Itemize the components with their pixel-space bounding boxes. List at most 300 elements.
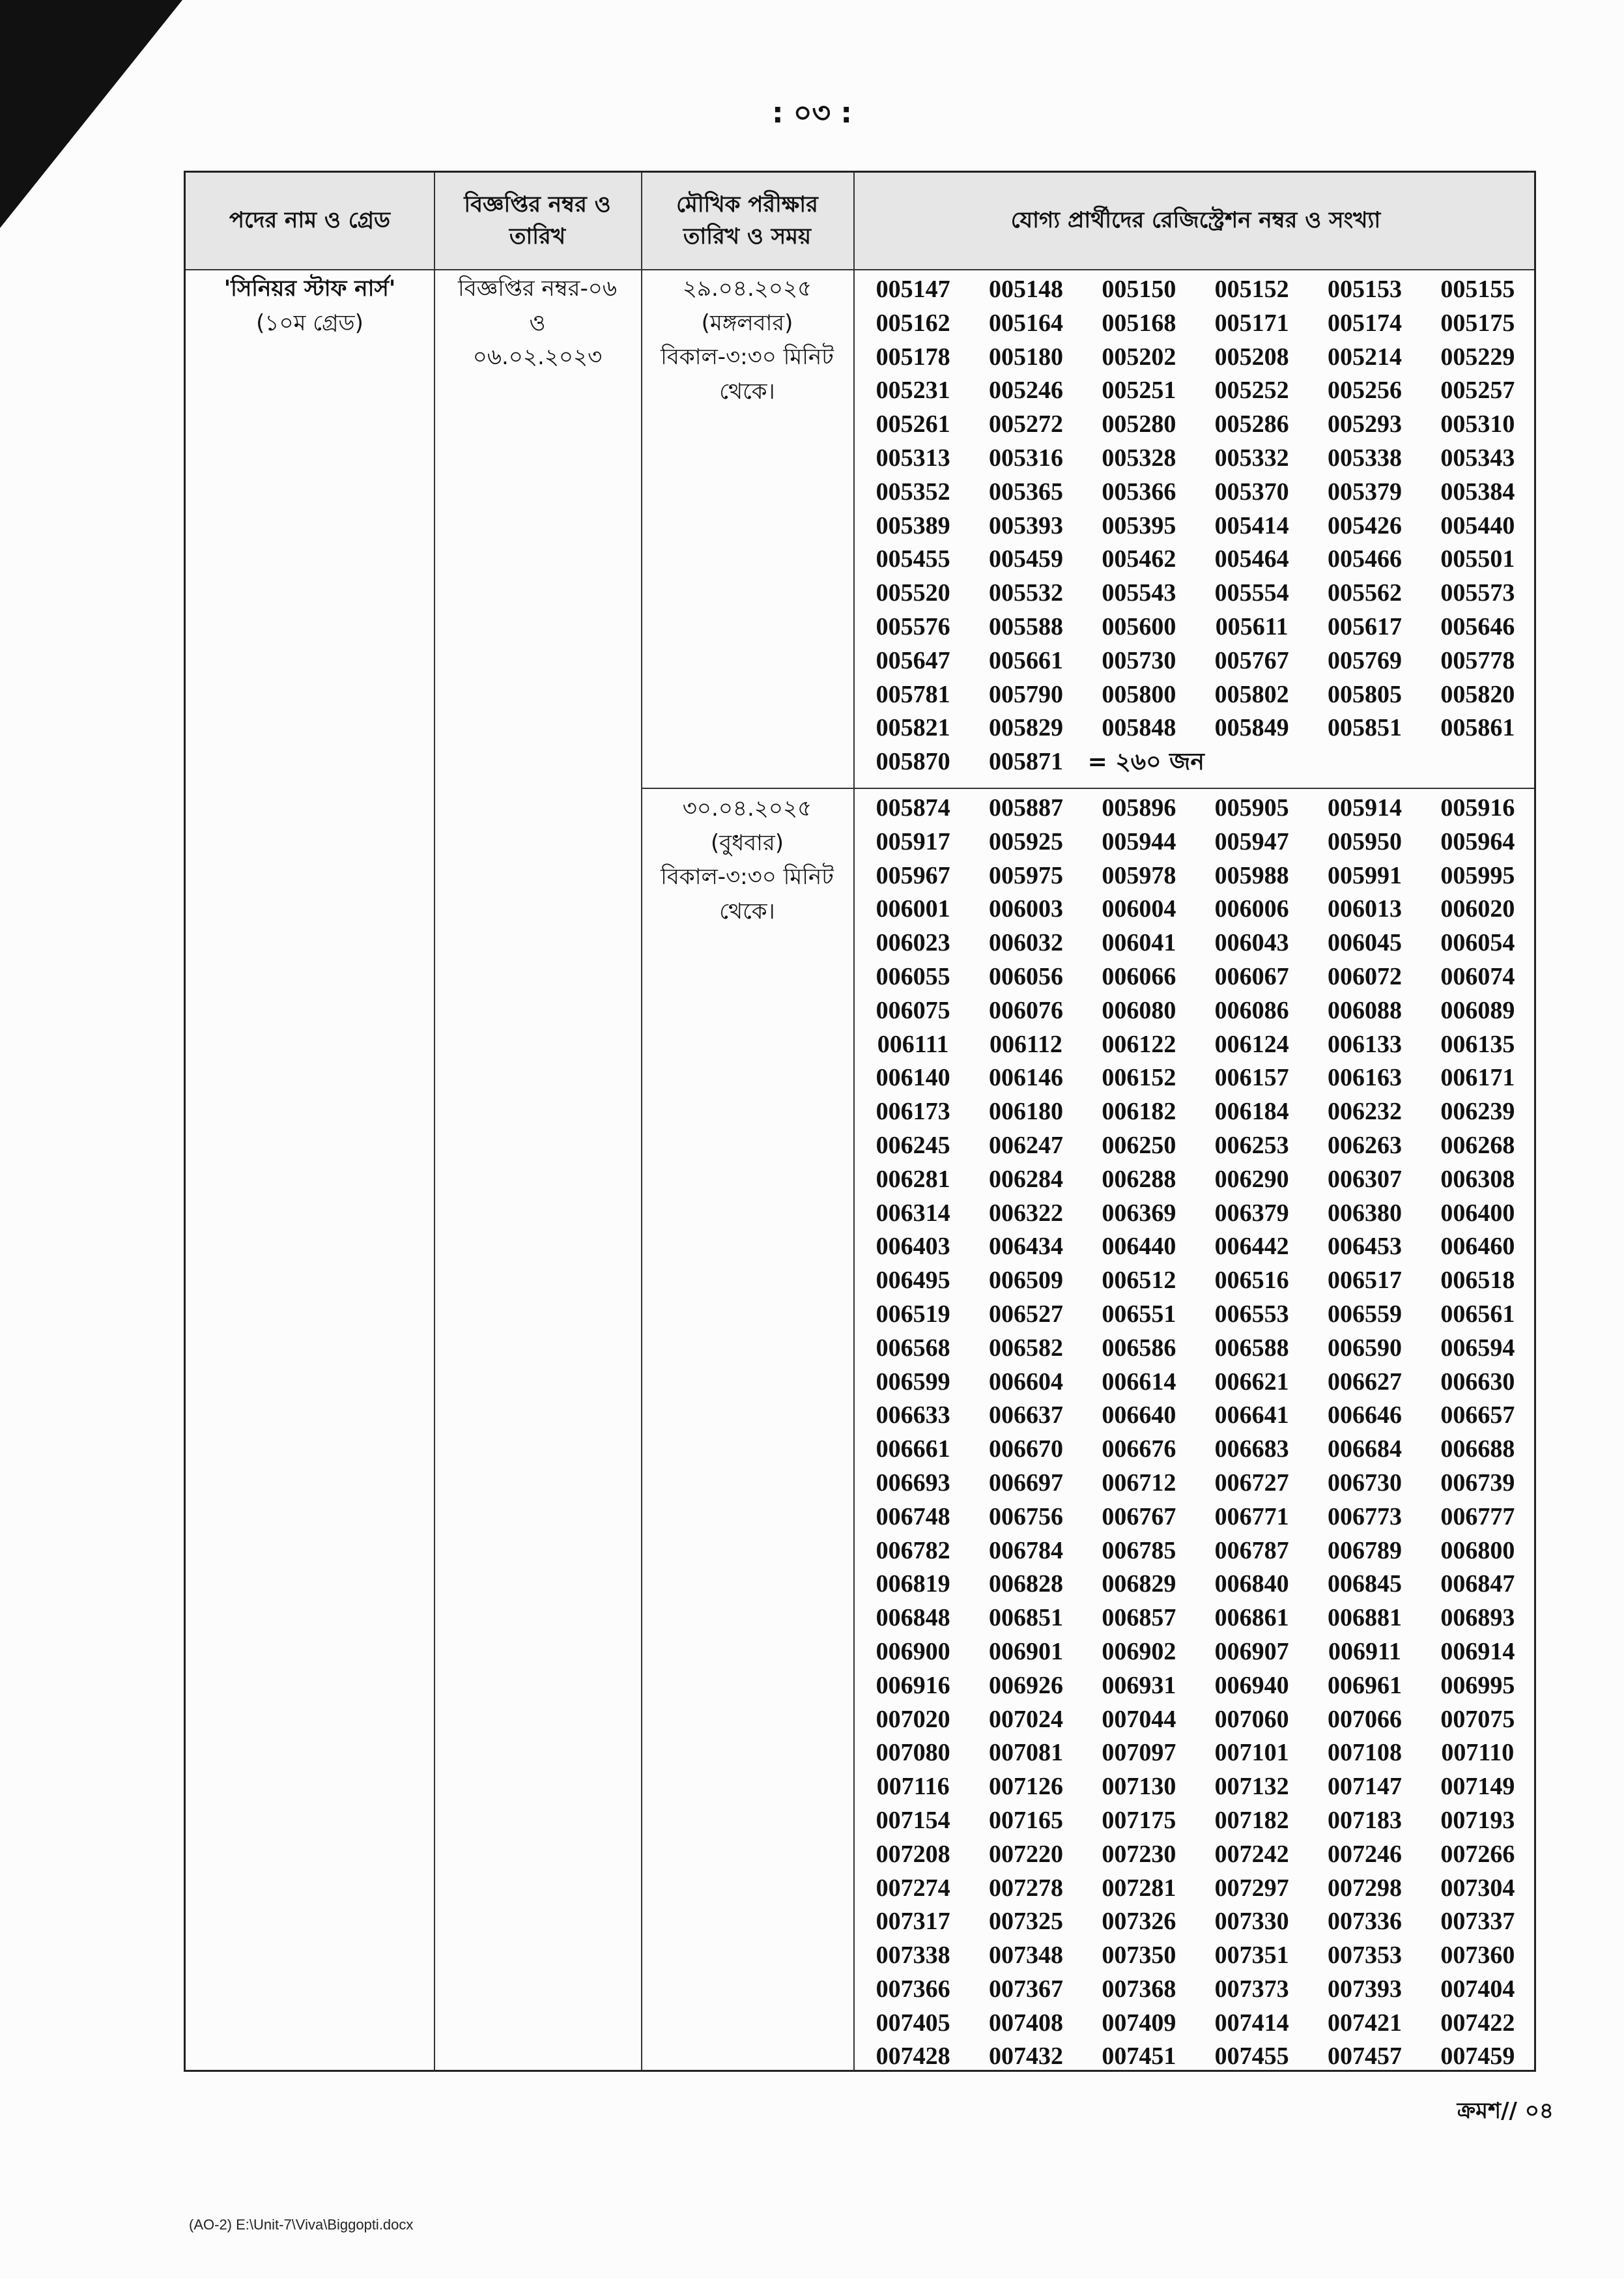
registration-number: 005532 <box>988 579 1063 607</box>
registration-number: 005180 <box>988 343 1063 371</box>
registration-number: 006403 <box>876 1233 950 1261</box>
registration-number: 005829 <box>988 714 1063 742</box>
registration-number: 006284 <box>988 1165 1063 1193</box>
registration-number: 005328 <box>1102 444 1176 472</box>
registration-number: 005175 <box>1440 309 1515 337</box>
registration-number: 006614 <box>1102 1368 1176 1396</box>
registration-number: 006281 <box>876 1165 950 1193</box>
registration-number: 005588 <box>988 612 1063 640</box>
registration-number: 006787 <box>1214 1536 1289 1564</box>
registration-number: 005459 <box>988 545 1063 573</box>
registration-number: 006561 <box>1440 1300 1515 1328</box>
registration-number: 006173 <box>876 1098 950 1126</box>
registration-number: 005229 <box>1440 343 1515 371</box>
header-notice: বিজ্ঞপ্তির নম্বর ও তারিখ <box>464 191 611 250</box>
registration-number: 006670 <box>988 1435 1063 1463</box>
registration-number: 005343 <box>1440 444 1515 472</box>
registration-number: 005231 <box>876 377 950 405</box>
registration-number: 005393 <box>988 511 1063 539</box>
registration-number: 006637 <box>988 1401 1063 1429</box>
registration-number: 006004 <box>1102 895 1176 923</box>
registration-number: 006911 <box>1328 1637 1401 1665</box>
registration-number: 006641 <box>1214 1401 1289 1429</box>
registration-number: 006748 <box>876 1502 950 1530</box>
registration-number: 005164 <box>988 309 1063 337</box>
candidate-table <box>184 171 1536 2072</box>
registration-number: 007326 <box>1102 1908 1176 1936</box>
registration-number: 006756 <box>988 1502 1063 1530</box>
registration-number: 005905 <box>1214 794 1289 822</box>
registration-number: 005370 <box>1214 478 1289 506</box>
registration-number: 005310 <box>1440 410 1515 438</box>
registration-number: 005462 <box>1102 545 1176 573</box>
registration-number: 007066 <box>1327 1705 1402 1733</box>
registration-number: 006239 <box>1440 1098 1515 1126</box>
column-divider <box>853 173 855 2070</box>
notice-conjunction: ও <box>529 309 546 336</box>
registration-number: 007409 <box>1102 2009 1176 2037</box>
registration-number: 005520 <box>876 579 950 607</box>
registration-number: 005730 <box>1102 646 1176 674</box>
registration-number: 006263 <box>1327 1131 1402 1159</box>
registration-number: 006379 <box>1214 1199 1289 1227</box>
registration-number: 007405 <box>876 2009 950 2037</box>
registration-number: 005861 <box>1440 714 1515 742</box>
registration-number: 006582 <box>988 1334 1063 1362</box>
registration-number: 005914 <box>1327 794 1402 822</box>
registration-number: 006307 <box>1327 1165 1402 1193</box>
registration-number: 006881 <box>1327 1604 1402 1632</box>
column-divider <box>434 173 435 2070</box>
registration-number: 006784 <box>988 1536 1063 1564</box>
registration-number: 006045 <box>1327 929 1402 957</box>
registration-number: 007101 <box>1214 1739 1289 1767</box>
registration-number: 006054 <box>1440 929 1515 957</box>
registration-number: 007366 <box>876 1975 950 2003</box>
registration-number: 006684 <box>1327 1435 1402 1463</box>
registration-number: 007325 <box>988 1908 1063 1936</box>
registration-number: 006253 <box>1214 1131 1289 1159</box>
registration-number: 005967 <box>876 861 950 889</box>
registration-number: 007110 <box>1441 1739 1515 1767</box>
registration-number: 006122 <box>1102 1030 1176 1058</box>
registration-number: 007193 <box>1440 1806 1515 1834</box>
registration-number: 006819 <box>876 1570 950 1598</box>
registration-number: 005870 <box>876 748 950 776</box>
notice-date: ০৬.০২.২০২৩ <box>472 344 603 371</box>
registration-number: 005395 <box>1102 511 1176 539</box>
registration-number: 005256 <box>1327 377 1402 405</box>
continue-note: ক্রমশ// ০৪ <box>1457 2098 1554 2124</box>
header-candidates: যোগ্য প্রার্থীদের রেজিস্ট্রেশন নম্বর ও সংখ্যা <box>1010 207 1381 234</box>
registration-number: 006916 <box>876 1671 950 1699</box>
registration-number: 006157 <box>1214 1064 1289 1092</box>
notice-cell <box>434 272 641 375</box>
registration-number: 007317 <box>876 1908 950 1936</box>
registration-number: 007116 <box>876 1773 950 1801</box>
registration-number: 006586 <box>1102 1334 1176 1362</box>
registration-number: 006135 <box>1440 1030 1515 1058</box>
registration-number: 006767 <box>1102 1502 1176 1530</box>
header-viva: মৌখিক পরীক্ষার তারিখ ও সময় <box>676 191 818 250</box>
viva-cell-2 <box>641 792 853 929</box>
registration-number: 006907 <box>1214 1637 1289 1665</box>
registration-number: 005896 <box>1102 794 1176 822</box>
registration-number: 006646 <box>1327 1401 1402 1429</box>
registration-number: 005365 <box>988 478 1063 506</box>
registration-number: 007274 <box>876 1874 950 1902</box>
registration-number: 007281 <box>1102 1874 1176 1902</box>
registration-number: 005501 <box>1440 545 1515 573</box>
registration-number: 005820 <box>1440 680 1515 708</box>
registration-number: 006553 <box>1214 1300 1289 1328</box>
registration-number: 007183 <box>1327 1806 1402 1834</box>
registration-number: 005562 <box>1327 579 1402 607</box>
registration-number: 005440 <box>1440 511 1515 539</box>
registration-number: 006712 <box>1102 1469 1176 1497</box>
registration-number: 005925 <box>988 827 1063 855</box>
registration-number: 005171 <box>1214 309 1289 337</box>
registration-number: 006076 <box>988 996 1063 1024</box>
registration-number: 006314 <box>876 1199 950 1227</box>
registration-number: 006041 <box>1102 929 1176 957</box>
registration-number: 006931 <box>1102 1671 1176 1699</box>
registration-number: 005790 <box>988 680 1063 708</box>
registration-number: 006268 <box>1440 1131 1515 1159</box>
registration-number: 007182 <box>1214 1806 1289 1834</box>
registration-number: 005257 <box>1440 377 1515 405</box>
registration-number: 005947 <box>1214 827 1289 855</box>
post-grade: (১০ম গ্রেড) <box>256 309 363 336</box>
registration-number: 005988 <box>1214 861 1289 889</box>
registration-number: 006509 <box>988 1267 1063 1295</box>
registration-number: 006847 <box>1440 1570 1515 1598</box>
registration-number: 005778 <box>1440 646 1515 674</box>
registration-number: 006400 <box>1440 1199 1515 1227</box>
candidate-total: = ২৬০ জন <box>1087 749 1204 776</box>
registration-number: 007230 <box>1102 1840 1176 1868</box>
registration-number: 007457 <box>1327 2042 1402 2071</box>
registration-number: 007367 <box>988 1975 1063 2003</box>
registration-number: 007451 <box>1102 2042 1176 2071</box>
registration-number: 005617 <box>1327 612 1402 640</box>
viva-time: বিকাল-৩:৩০ মিনিট <box>661 864 834 891</box>
registration-number: 005554 <box>1214 579 1289 607</box>
registration-number: 005916 <box>1440 794 1515 822</box>
registration-number: 006730 <box>1327 1469 1402 1497</box>
registration-number: 006290 <box>1214 1165 1289 1193</box>
registration-number: 006288 <box>1102 1165 1176 1193</box>
registration-number: 007432 <box>988 2042 1063 2071</box>
registration-number: 006926 <box>988 1671 1063 1699</box>
registration-number: 006440 <box>1102 1233 1176 1261</box>
registration-number: 005821 <box>876 714 950 742</box>
registration-number: 006184 <box>1214 1098 1289 1126</box>
registration-number: 006829 <box>1102 1570 1176 1598</box>
registration-number: 006020 <box>1440 895 1515 923</box>
registration-number: 006089 <box>1440 996 1515 1024</box>
registration-number: 006594 <box>1440 1334 1515 1362</box>
registration-number: 005917 <box>876 827 950 855</box>
registration-number: 007149 <box>1440 1773 1515 1801</box>
registration-number: 006518 <box>1440 1267 1515 1295</box>
registration-number: 005767 <box>1214 646 1289 674</box>
registration-number: 005871 <box>988 748 1063 776</box>
registration-number: 005781 <box>876 680 950 708</box>
registration-number: 006727 <box>1214 1469 1289 1497</box>
registration-number: 006627 <box>1327 1368 1402 1396</box>
registration-number: 007360 <box>1440 1942 1515 1970</box>
registration-number: 005152 <box>1214 276 1289 303</box>
registration-number: 005800 <box>1102 680 1176 708</box>
registration-number: 006380 <box>1327 1199 1402 1227</box>
registration-number: 005313 <box>876 444 950 472</box>
registration-number: 005414 <box>1214 511 1289 539</box>
registration-number: 007060 <box>1214 1705 1289 1733</box>
registration-number: 005991 <box>1327 861 1402 889</box>
registration-number: 006901 <box>988 1637 1063 1665</box>
registration-number: 006785 <box>1102 1536 1176 1564</box>
registration-number: 006067 <box>1214 962 1289 990</box>
registration-number: 006559 <box>1327 1300 1402 1328</box>
registration-number: 005208 <box>1214 343 1289 371</box>
registration-number: 005178 <box>876 343 950 371</box>
registration-number: 005280 <box>1102 410 1176 438</box>
registration-number: 006182 <box>1102 1098 1176 1126</box>
registration-number: 007044 <box>1102 1705 1176 1733</box>
registration-number: 005272 <box>988 410 1063 438</box>
post-name: 'সিনিয়র স্টাফ নার্স' <box>223 276 396 302</box>
header-divider <box>186 269 1534 270</box>
registration-number: 006527 <box>988 1300 1063 1328</box>
registration-number: 006940 <box>1214 1671 1289 1699</box>
registration-number: 007393 <box>1327 1975 1402 2003</box>
registration-number: 006453 <box>1327 1233 1402 1261</box>
registration-number: 006661 <box>876 1435 950 1463</box>
registration-number: 005148 <box>988 276 1063 303</box>
registration-number: 007414 <box>1214 2009 1289 2037</box>
registration-number: 006152 <box>1102 1064 1176 1092</box>
registration-number: 005805 <box>1327 680 1402 708</box>
registration-number: 006232 <box>1327 1098 1402 1126</box>
registration-number: 005647 <box>876 646 950 674</box>
registration-number: 005147 <box>876 276 950 303</box>
registration-number: 007338 <box>876 1942 950 1970</box>
registration-number: 007297 <box>1214 1874 1289 1902</box>
registration-number: 005851 <box>1327 714 1402 742</box>
registration-number: 006676 <box>1102 1435 1176 1463</box>
registration-number: 006146 <box>988 1064 1063 1092</box>
registration-number: 006551 <box>1102 1300 1176 1328</box>
registration-number: 005293 <box>1327 410 1402 438</box>
registration-number: 007220 <box>988 1840 1063 1868</box>
registration-number: 007350 <box>1102 1942 1176 1970</box>
registration-number: 005252 <box>1214 377 1289 405</box>
registration-number: 006828 <box>988 1570 1063 1598</box>
viva-from: থেকে। <box>719 898 775 925</box>
notice-number: বিজ্ঞপ্তির নম্বর-০৬ <box>458 276 617 302</box>
registration-number: 007421 <box>1327 2009 1402 2037</box>
registration-number: 006693 <box>876 1469 950 1497</box>
registration-number: 006773 <box>1327 1502 1402 1530</box>
registration-number: 005246 <box>988 377 1063 405</box>
registration-number: 006495 <box>876 1267 950 1295</box>
registration-number: 005202 <box>1102 343 1176 371</box>
registration-number: 006133 <box>1327 1030 1402 1058</box>
registration-number: 006023 <box>876 929 950 957</box>
registration-number: 005978 <box>1102 861 1176 889</box>
registration-number: 006250 <box>1102 1131 1176 1159</box>
registration-number: 005455 <box>876 545 950 573</box>
registration-number: 006845 <box>1327 1570 1402 1598</box>
registration-number: 007373 <box>1214 1975 1289 2003</box>
registration-number: 007080 <box>876 1739 950 1767</box>
registration-number: 005352 <box>876 478 950 506</box>
registration-number: 007165 <box>988 1806 1063 1834</box>
registration-number: 005964 <box>1440 827 1515 855</box>
registration-number: 007154 <box>876 1806 950 1834</box>
viva-date: ২৯.০৪.২০২৫ <box>682 276 812 302</box>
registration-number: 006621 <box>1214 1368 1289 1396</box>
column-divider <box>641 173 642 2070</box>
registration-number: 006056 <box>988 962 1063 990</box>
registration-number: 006688 <box>1440 1435 1515 1463</box>
registration-number: 006961 <box>1327 1671 1402 1699</box>
registration-number: 005646 <box>1440 612 1515 640</box>
registration-number: 007020 <box>876 1705 950 1733</box>
registration-number: 006800 <box>1440 1536 1515 1564</box>
registration-number: 006171 <box>1440 1064 1515 1092</box>
registration-number: 007337 <box>1440 1908 1515 1936</box>
registration-number: 007278 <box>988 1874 1063 1902</box>
registration-number: 005150 <box>1102 276 1176 303</box>
registration-number: 006080 <box>1102 996 1176 1024</box>
registration-number: 006777 <box>1440 1502 1515 1530</box>
registration-number: 005155 <box>1440 276 1515 303</box>
registration-number: 006851 <box>988 1604 1063 1632</box>
registration-number: 005316 <box>988 444 1063 472</box>
registration-number: 006247 <box>988 1131 1063 1159</box>
registration-number: 005611 <box>1215 612 1289 640</box>
viva-cell-1 <box>641 272 853 409</box>
registration-number: 006001 <box>876 895 950 923</box>
registration-number: 006043 <box>1214 929 1289 957</box>
registration-number: 006848 <box>876 1604 950 1632</box>
registration-number: 005286 <box>1214 410 1289 438</box>
registration-number: 007428 <box>876 2042 950 2071</box>
registration-number: 007024 <box>988 1705 1063 1733</box>
registration-number: 006124 <box>1214 1030 1289 1058</box>
registration-number: 005214 <box>1327 343 1402 371</box>
registration-number: 006180 <box>988 1098 1063 1126</box>
registration-number: 006006 <box>1214 895 1289 923</box>
registration-number: 007336 <box>1327 1908 1402 1936</box>
viva-day: (মঙ্গলবার) <box>701 309 793 336</box>
registration-number: 006861 <box>1214 1604 1289 1632</box>
viva-day: (বুধবার) <box>711 829 784 856</box>
registration-number: 006517 <box>1327 1267 1402 1295</box>
registration-number: 005332 <box>1214 444 1289 472</box>
registration-number: 006789 <box>1327 1536 1402 1564</box>
registration-number: 005944 <box>1102 827 1176 855</box>
block-divider <box>641 788 1534 789</box>
registration-number: 007126 <box>988 1773 1063 1801</box>
registration-number: 006857 <box>1102 1604 1176 1632</box>
registration-number: 006140 <box>876 1064 950 1092</box>
registration-number: 005887 <box>988 794 1063 822</box>
registration-number: 006088 <box>1327 996 1402 1024</box>
registration-number: 006112 <box>990 1030 1062 1058</box>
registration-number: 007147 <box>1327 1773 1402 1801</box>
registration-number: 005661 <box>988 646 1063 674</box>
registration-number: 007266 <box>1440 1840 1515 1868</box>
viva-date: ৩০.০৪.২০২৫ <box>682 796 812 822</box>
registration-number: 007351 <box>1214 1942 1289 1970</box>
registration-number: 006840 <box>1214 1570 1289 1598</box>
registration-number: 006519 <box>876 1300 950 1328</box>
registration-number: 006630 <box>1440 1368 1515 1396</box>
registration-number: 007075 <box>1440 1705 1515 1733</box>
registration-number: 006111 <box>877 1030 949 1058</box>
registration-number: 005466 <box>1327 545 1402 573</box>
registration-number: 006900 <box>876 1637 950 1665</box>
registration-number: 005379 <box>1327 478 1402 506</box>
page-number: : ০৩ : <box>771 96 853 130</box>
registration-number: 006075 <box>876 996 950 1024</box>
registration-number: 005995 <box>1440 861 1515 889</box>
registration-number: 006442 <box>1214 1233 1289 1261</box>
registration-number: 005975 <box>988 861 1063 889</box>
registration-number: 007459 <box>1440 2042 1515 2071</box>
registration-number: 006460 <box>1440 1233 1515 1261</box>
registration-number: 006588 <box>1214 1334 1289 1362</box>
registration-number: 007408 <box>988 2009 1063 2037</box>
registration-number: 006072 <box>1327 962 1402 990</box>
registration-number: 007175 <box>1102 1806 1176 1834</box>
registration-number: 006771 <box>1214 1502 1289 1530</box>
registration-number: 007455 <box>1214 2042 1289 2071</box>
registration-number: 007298 <box>1327 1874 1402 1902</box>
registration-number: 007404 <box>1440 1975 1515 2003</box>
registration-number: 007353 <box>1327 1942 1402 1970</box>
registration-number: 007108 <box>1327 1739 1402 1767</box>
registration-number: 007330 <box>1214 1908 1289 1936</box>
registration-number: 007304 <box>1440 1874 1515 1902</box>
registration-number: 005162 <box>876 309 950 337</box>
registration-number: 007081 <box>988 1739 1063 1767</box>
post-cell <box>186 272 434 340</box>
registration-number: 005849 <box>1214 714 1289 742</box>
registration-grid-2 <box>857 792 1534 2074</box>
registration-number: 006245 <box>876 1131 950 1159</box>
registration-number: 006657 <box>1440 1401 1515 1429</box>
registration-number: 007242 <box>1214 1840 1289 1868</box>
registration-number: 005600 <box>1102 612 1176 640</box>
registration-number: 007368 <box>1102 1975 1176 2003</box>
registration-number: 006434 <box>988 1233 1063 1261</box>
registration-number: 006163 <box>1327 1064 1402 1092</box>
registration-number: 005848 <box>1102 714 1176 742</box>
registration-number: 006683 <box>1214 1435 1289 1463</box>
registration-number: 006003 <box>988 895 1063 923</box>
registration-number: 005366 <box>1102 478 1176 506</box>
registration-number: 005950 <box>1327 827 1402 855</box>
registration-number: 005174 <box>1327 309 1402 337</box>
registration-number: 006782 <box>876 1536 950 1564</box>
registration-number: 005153 <box>1327 276 1402 303</box>
registration-number: 005464 <box>1214 545 1289 573</box>
registration-number: 006055 <box>876 962 950 990</box>
